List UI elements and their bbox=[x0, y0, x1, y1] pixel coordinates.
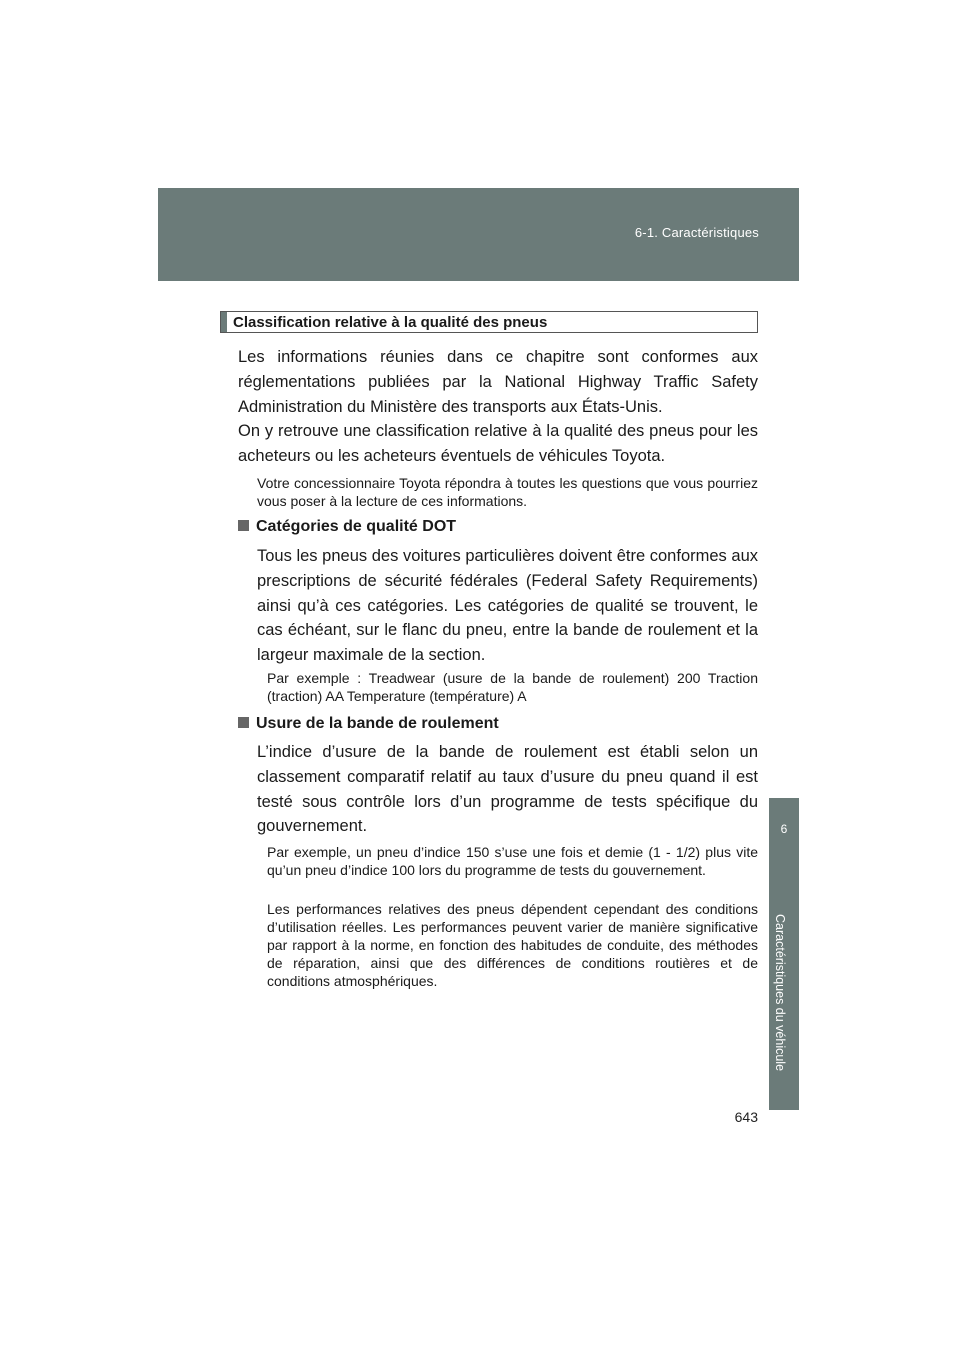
section-title: Classification relative à la qualité des pneus bbox=[233, 314, 548, 331]
treadwear-body: L’indice d’usure de la bande de roulement est établi selon un classement comparatif relatif au taux d’usure du pneu quand il est testé sous contrôle lors d’un programme de tests spécifique du gouvernement. bbox=[257, 743, 758, 836]
treadwear-note-1: Par exemple, un pneu d’indice 150 s’use une fois et demie (1 - 1/2) plus vite qu’un pneu d’indice 100 lors du programme de tests du gouvernement. bbox=[267, 844, 758, 878]
treadwear-note-2: Les performances relatives des pneus dépendent cependant des conditions d’utilisation réelles. Les performances peuvent varier de manière significative par rapport à la norme, en fonction des habitudes de conduite, des méthodes de réparation, ainsi que des différences de conditions routières et de conditions atmosphériques. bbox=[267, 901, 758, 989]
intro-paragraph-1: Les informations réunies dans ce chapitre sont conformes aux réglementations publiées par la National Highway Traffic Safety Administration du Ministère des transports aux États-Unis. bbox=[238, 348, 758, 416]
intro-paragraph-2: On y retrouve une classification relative à la qualité des pneus pour les acheteurs ou les acheteurs éventuels de véhicules Toyota. bbox=[238, 422, 758, 465]
chapter-side-label: Caractéristiques du véhicule bbox=[773, 914, 787, 1072]
chapter-number: 6 bbox=[780, 822, 788, 836]
treadwear-heading-text: Usure de la bande de roulement bbox=[256, 715, 499, 732]
dot-heading-text: Catégories de qualité DOT bbox=[256, 518, 457, 535]
chapter-header-band bbox=[158, 188, 799, 281]
chapter-side-tab bbox=[769, 798, 799, 1110]
dot-heading bbox=[238, 518, 456, 536]
square-bullet-icon bbox=[238, 717, 249, 728]
dot-body: Tous les pneus des voitures particulières doivent être conformes aux prescriptions de sécurité fédérales (Federal Safety Requirements) ainsi qu’à ces catégories. Les catégories de qualité se trouvent, le cas échéant, sur le flanc du pneu, entre la bande de roulement et la largeur maximale de la section. bbox=[257, 547, 758, 665]
section-title-box bbox=[220, 311, 758, 333]
intro-note: Votre concessionnaire Toyota répondra à toutes les questions que vous pourriez vous poser à la lecture de ces informations. bbox=[257, 475, 758, 509]
chapter-title: 6-1. Caractéristiques bbox=[634, 225, 759, 240]
page-number: 643 bbox=[734, 1109, 758, 1125]
dot-example: Par exemple : Treadwear (usure de la bande de roulement) 200 Traction (traction) AA Temperature (température) A bbox=[267, 670, 758, 704]
section-title-marker bbox=[221, 312, 227, 332]
square-bullet-icon bbox=[238, 520, 249, 531]
treadwear-heading bbox=[238, 715, 499, 733]
